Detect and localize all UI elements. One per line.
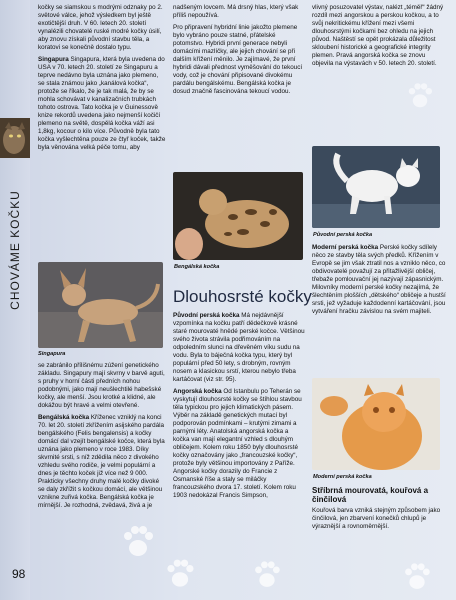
paw-print-icon bbox=[250, 558, 284, 592]
photo-caption: Původní perská kočka bbox=[313, 232, 373, 238]
persian-white-photo bbox=[312, 146, 440, 228]
paragraph-text: Od Istanbulu po Teherán se vyskytují dlouhosrsté kočky se štíhlou stavbou těla typickou pro jejich klimatických pásem. Výběr na základě genetických mutací byl podporován podmínkami – krutými zimami a parnými léty. Anatolská angorská kočka a kočka van mají elegantní vzhled s dlouhým obličejem. Kolem roku 1850 byly dlouhosrsté kočky označovány jako „francouzské kočky“, protože byly většinou importovány z Paříže. Angorské kočky dorazily do Francie z Osmanské říše a staly se miláčky francouzského dvora 17. století. Kolem roku 1903 nedokázal Francis Simpson, bbox=[173, 388, 302, 499]
photo-caption: Bengálská kočka bbox=[174, 264, 220, 270]
paragraph: vlivný posuzovatel výstav, nalézt „téměř“ žádný rozdíl mezi angorskou a perskou kočkou, a to svůj nekritickému křížení mezi všemi dlouhosrstými kočkami bez ohledu na jejich původ. Naštěstí se opět prokázala důležitost skloubení historické a geografické integrity plemen. Pravá angorská kočka se znovu objevila na výstavách v 50. letech 20. století. bbox=[312, 4, 444, 67]
page-number: 98 bbox=[12, 567, 26, 581]
paragraph: Kouřová barva vzniká stejným způsobem jako činčilová, jen zbarvení konečků chlupů je výraznější a rovnoměrnější. bbox=[312, 507, 441, 530]
paragraph-heading: Angorská kočka bbox=[173, 388, 222, 395]
paragraph-persian bbox=[173, 312, 306, 384]
paragraph-angora bbox=[173, 388, 306, 500]
paw-print-icon bbox=[400, 560, 434, 594]
text-column-2 bbox=[173, 4, 306, 100]
paragraph: kočky se siamskou s modrými odznaky po 2. světové válce, jehož výsledkem byl ještě exotičtější druh. V 60. letech 20. století vynalézili chovatelé ruské modré kočky úsilí, aby znovu získali původní stavbu těla, a koratovi se konečně dostalo typu. bbox=[38, 4, 163, 51]
section-headline: Dlouhosrsté kočky bbox=[173, 287, 312, 306]
paragraph: se zabránilo přílišnému zúžení genetického základu. Singapury mají skvrny v barvě aguti, s pruhy v horní části předních nohou podobnými, jako mají neušlechtilé habešské kočky, ale menší. Jsou krotké a klidné, ale dokážou být hravé a velmi otevřené. bbox=[38, 362, 165, 409]
paragraph-bengal bbox=[38, 414, 166, 510]
modern-persian-photo bbox=[312, 378, 440, 470]
bengal-photo bbox=[173, 172, 303, 260]
paragraph-heading: Bengálská kočka bbox=[38, 414, 90, 421]
text-column-2-lower bbox=[173, 312, 306, 504]
subheading: Stříbrná mourovatá, kouřová a činčilová bbox=[312, 486, 429, 504]
text-column-3-lower bbox=[312, 486, 446, 535]
section-label-text: CHOVÁME KOČKU bbox=[8, 190, 22, 310]
paragraph-text: Má nejdávnější vzpomínka na kočku patří dědečkově krásné staré mourovaté hnědé perské kočce. Většinou svého života strávila podřimováním na odpoledním slunci na dřevěném víku sudu na vodu. Byla to báječná kočka typu, který byl populární před 50 lety, s drobným, rovným nosem a klasickou srstí, kterou nebylo třeba kartáčovat (viz str. 95). bbox=[173, 312, 305, 383]
paragraph-text: Kříženec vzniklý na konci 70. let 20. století zkřížením asijského pardála bengálského (Felis bengalensis) a kočky domácí dal vzejít bengálské kočce, která byla uznána jako plemeno v roce 1983. Díky skvrnité srsti, s níž zdědila něco z divokého vzhledu svého rodiče, je velmi populární a dnes je těchto koček již více než 9 000. Prakticky všechny druhy malé kočky divoké se daly zkřížit s kočkou domácí, ale většinou vznikne zuřivá kočka. Bengálská kočka je mírnější. Je rozhodná, zvědavá, živá a je bbox=[38, 414, 165, 509]
paragraph-text: Singapura, která byla uvedena do USA v 70. letech 20. století ze Singapuru a teprve nedávno byla uznána jako plemeno, se stala známou jako „kanálová kočka“, protože se říkalo, že je tak malá, že by se mohla schovávat v kanalizačních trubkách tohoto ostrova. Tato kočka je v Guinessově knize rekordů uvedena jako nejmenší kočičí plemeno na světě, dospělá kočka váží asi 1,8kg, kocour o kilo více. Původně byla tato kočka vyšlechtěna pouze ze čtyř koček, takže byla věnována velká péče tomu, aby bbox=[38, 56, 166, 151]
paragraph-modern-persian bbox=[312, 244, 446, 316]
paragraph: nadšeným lovcem. Má drsný hlas, který však příliš nepoužívá. bbox=[173, 4, 299, 19]
section-label bbox=[2, 170, 28, 330]
photo-caption: Singapura bbox=[38, 351, 66, 357]
singapura-photo bbox=[38, 262, 163, 348]
paw-print-icon bbox=[404, 80, 436, 112]
paragraph-text: Perské kočky sdílely něco ze stavby těla svých předků. Křížením v Evropě se jim však ztratil nos a vzniklo něco, co obdivovatelé považují za přitažlivější obličej, třebaže pomlouvační jej nazývají zápasnickým. Milovníky moderní perské kočky nezajímá, že šlechtěním plošších „dětského“ obličeje a hustší srsti, jež vyžaduje každodenní kartáčování, jsou vytváření hračku závislou na svém majiteli. bbox=[312, 244, 446, 315]
text-column-3-middle bbox=[312, 244, 446, 320]
paw-print-icon bbox=[118, 522, 158, 562]
paragraph-heading: Singapura bbox=[38, 56, 69, 63]
photo-caption: Moderní perská kočka bbox=[313, 474, 372, 480]
paragraph-heading: Moderní perská kočka bbox=[312, 244, 379, 251]
paragraph-singapura bbox=[38, 56, 166, 152]
paw-print-icon bbox=[162, 556, 198, 592]
paragraph: Pro připravení hybridní linie jakožto plemene bylo vybráno pouze statné, přátelské potomstvo. Hybridi první generace nebyli domácími mazlíčky, ale jejich chování se při dalším křížení měnilo. Je zajímavé, že první hybridi dávali přednost vyměšování do tekoucí vody, což je chování připisované divokému pardálu bengálskému. Bengálská kočka je dosud značně fascinována tekoucí vodou. bbox=[173, 24, 303, 95]
text-column-1 bbox=[38, 4, 166, 156]
margin-cat-photo bbox=[0, 118, 30, 158]
text-column-1-lower bbox=[38, 362, 166, 514]
text-column-3 bbox=[312, 4, 446, 72]
paragraph-heading: Původní perská kočka bbox=[173, 312, 240, 319]
